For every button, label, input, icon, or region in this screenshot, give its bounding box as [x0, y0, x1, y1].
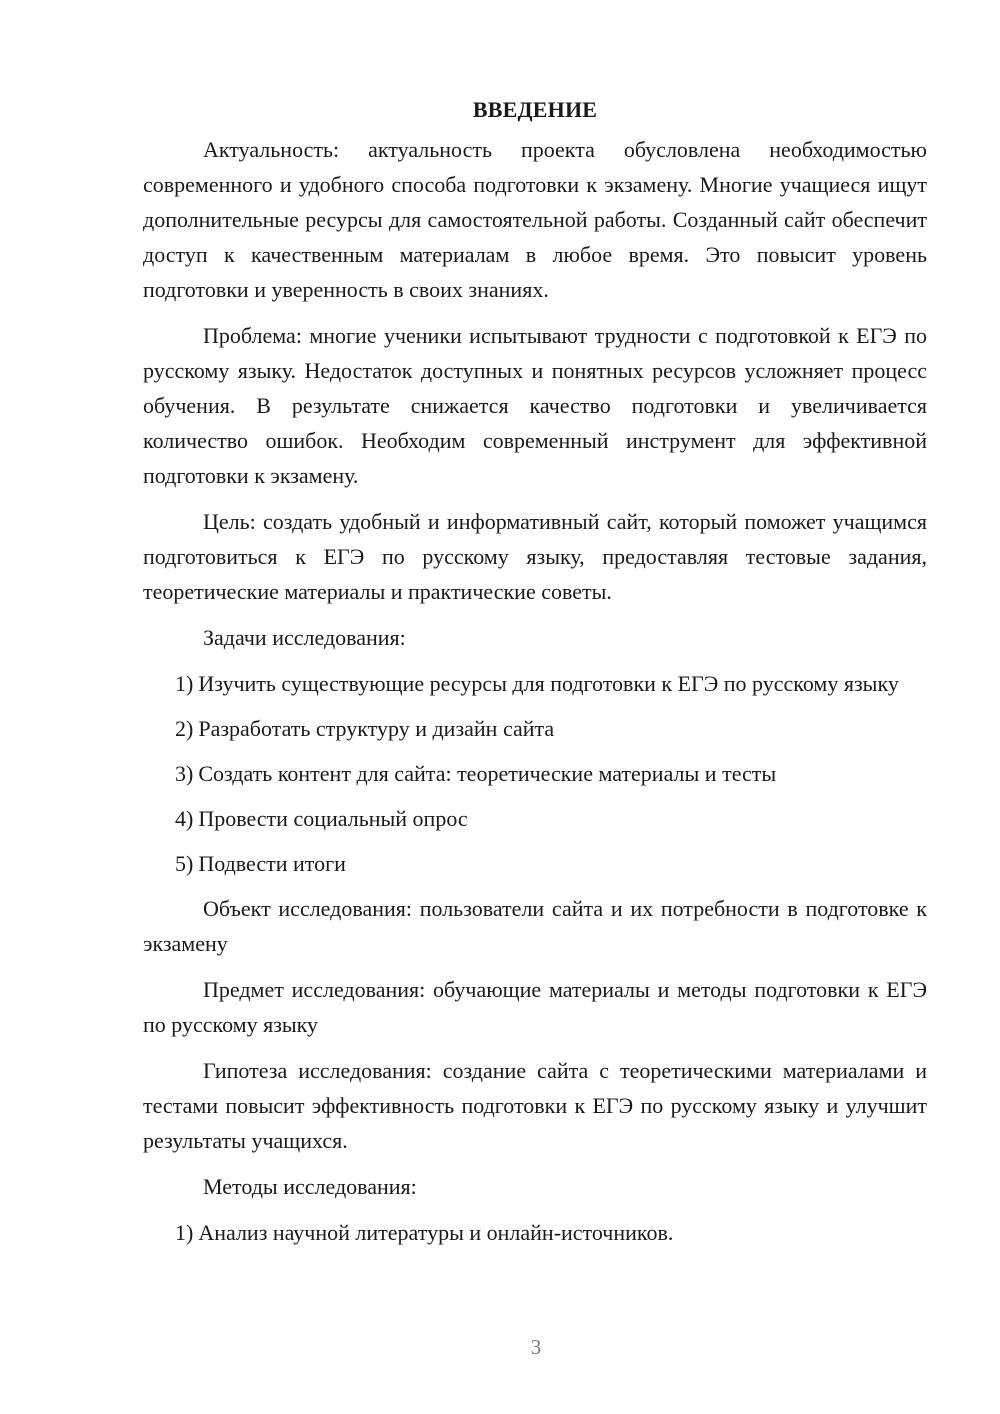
- task-number: 1): [175, 671, 194, 696]
- task-item: [143, 666, 927, 701]
- task-item: [143, 711, 927, 746]
- page-title: ВВЕДЕНИЕ: [472, 97, 598, 122]
- task-text: Провести социальный опрос: [198, 806, 468, 831]
- relevance-paragraph: Актуальность: актуальность проекта обусловлена необходимостью современного и удобного способа подготовки к экзамену. Многие учащиеся ищут дополнительные ресурсы для самостоятельной работы. Созданный сайт обеспечит доступ к качественным материалам в любое время. Это повысит уровень подготовки и уверенность в своих знаниях.: [143, 137, 927, 302]
- hypothesis-paragraph: Гипотеза исследования: создание сайта с теоретическими материалами и тестами повысит эффективность подготовки к ЕГЭ по русскому языку и улучшит результаты учащихся.: [143, 1058, 927, 1153]
- task-number: 4): [175, 806, 194, 831]
- task-number: 3): [175, 761, 194, 786]
- task-text: Создать контент для сайта: теоретические материалы и тесты: [198, 761, 777, 786]
- methods-list: [143, 1215, 927, 1250]
- task-item: [143, 756, 927, 791]
- goal-paragraph: Цель: создать удобный и информативный сайт, который поможет учащимся подготовиться к ЕГЭ по русскому языку, предоставляя тестовые задания, теоретические материалы и практические советы.: [143, 509, 927, 604]
- tasks-list: [143, 666, 927, 881]
- task-text: Подвести итоги: [198, 851, 346, 876]
- task-number: 5): [175, 851, 194, 876]
- method-number: 1): [175, 1220, 194, 1245]
- task-item: [143, 846, 927, 881]
- method-text: Анализ научной литературы и онлайн-источников.: [198, 1220, 674, 1245]
- page-number: 3: [530, 1335, 542, 1359]
- object-paragraph: Объект исследования: пользователи сайта и их потребности в подготовке к экзамену: [143, 896, 927, 956]
- problem-paragraph: Проблема: многие ученики испытывают трудности с подготовкой к ЕГЭ по русскому языку. Недостаток доступных и понятных ресурсов усложняет процесс обучения. В результате снижается качество подготовки и увеличивается количество ошибок. Необходим современный инструмент для эффективной подготовки к экзамену.: [143, 323, 927, 488]
- methods-heading: Методы исследования:: [203, 1174, 417, 1199]
- method-item: [143, 1215, 927, 1250]
- page-content: [143, 92, 927, 1260]
- task-text: Разработать структуру и дизайн сайта: [198, 716, 555, 741]
- task-text: Изучить существующие ресурсы для подготовки к ЕГЭ по русскому языку: [198, 671, 899, 696]
- subject-paragraph: Предмет исследования: обучающие материалы и методы подготовки к ЕГЭ по русскому языку: [143, 977, 927, 1037]
- tasks-heading: Задачи исследования:: [203, 625, 406, 650]
- task-number: 2): [175, 716, 194, 741]
- task-item: [143, 801, 927, 836]
